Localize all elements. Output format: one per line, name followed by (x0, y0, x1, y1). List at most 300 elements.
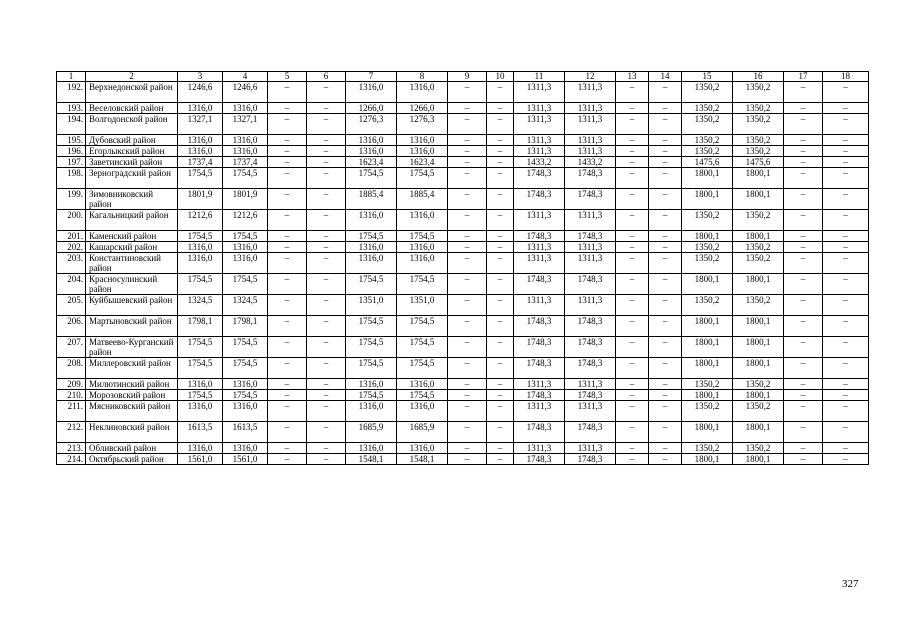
table-row (57, 337, 869, 358)
value-cell-col-9: – (448, 114, 487, 135)
value-cell-col-11: 1748,3 (514, 337, 565, 358)
value-cell-col-12: 1311,3 (565, 401, 616, 422)
table-row (57, 135, 869, 146)
district-name: Куйбышевский район (86, 295, 178, 316)
value-cell-col-15: 1350,2 (682, 295, 733, 316)
value-cell-col-17: – (784, 146, 823, 157)
value-cell-col-11: 1311,3 (514, 295, 565, 316)
row-number: 209. (57, 379, 86, 390)
value-cell-col-15: 1350,2 (682, 103, 733, 114)
value-cell-col-17: – (784, 135, 823, 146)
value-cell-col-15: 1800,1 (682, 274, 733, 295)
value-cell-col-8: 1266,0 (397, 103, 448, 114)
value-cell-col-3: 1754,5 (178, 231, 223, 242)
value-cell-col-13: – (616, 146, 649, 157)
value-cell-col-5: – (268, 103, 307, 114)
value-cell-col-4: 1316,0 (223, 401, 268, 422)
value-cell-col-12: 1311,3 (565, 242, 616, 253)
value-cell-col-13: – (616, 337, 649, 358)
column-header-1: 1 (57, 72, 86, 82)
value-cell-col-17: – (784, 253, 823, 274)
value-cell-col-16: 1475,6 (733, 157, 784, 168)
value-cell-col-5: – (268, 231, 307, 242)
value-cell-col-7: 1623,4 (346, 157, 397, 168)
value-cell-col-9: – (448, 337, 487, 358)
value-cell-col-18: – (823, 135, 869, 146)
value-cell-col-15: 1350,2 (682, 135, 733, 146)
value-cell-col-10: – (487, 114, 514, 135)
value-cell-col-11: 1748,3 (514, 454, 565, 465)
value-cell-col-7: 1754,5 (346, 231, 397, 242)
value-cell-col-15: 1800,1 (682, 231, 733, 242)
district-name: Зимовниковский район (86, 189, 178, 210)
tariff-table-container (56, 71, 868, 465)
value-cell-col-13: – (616, 135, 649, 146)
value-cell-col-3: 1798,1 (178, 316, 223, 337)
value-cell-col-12: 1311,3 (565, 135, 616, 146)
value-cell-col-15: 1350,2 (682, 379, 733, 390)
value-cell-col-3: 1316,0 (178, 135, 223, 146)
table-row (57, 443, 869, 454)
value-cell-col-8: 1316,0 (397, 379, 448, 390)
value-cell-col-17: – (784, 401, 823, 422)
value-cell-col-13: – (616, 231, 649, 242)
table-row (57, 316, 869, 337)
value-cell-col-15: 1350,2 (682, 242, 733, 253)
value-cell-col-8: 1623,4 (397, 157, 448, 168)
value-cell-col-11: 1748,3 (514, 168, 565, 189)
row-number: 192. (57, 82, 86, 103)
district-name: Веселовский район (86, 103, 178, 114)
table-row (57, 146, 869, 157)
value-cell-col-14: – (649, 422, 682, 443)
value-cell-col-9: – (448, 253, 487, 274)
table-row (57, 82, 869, 103)
value-cell-col-7: 1316,0 (346, 82, 397, 103)
value-cell-col-14: – (649, 146, 682, 157)
value-cell-col-10: – (487, 82, 514, 103)
value-cell-col-8: 1316,0 (397, 210, 448, 231)
value-cell-col-7: 1754,5 (346, 337, 397, 358)
value-cell-col-13: – (616, 401, 649, 422)
row-number: 205. (57, 295, 86, 316)
row-number: 199. (57, 189, 86, 210)
row-number: 193. (57, 103, 86, 114)
value-cell-col-15: 1350,2 (682, 443, 733, 454)
value-cell-col-4: 1754,5 (223, 168, 268, 189)
column-header-5: 5 (268, 72, 307, 82)
row-number: 195. (57, 135, 86, 146)
value-cell-col-14: – (649, 114, 682, 135)
district-name: Заветинский район (86, 157, 178, 168)
value-cell-col-10: – (487, 358, 514, 379)
value-cell-col-18: – (823, 379, 869, 390)
value-cell-col-5: – (268, 274, 307, 295)
value-cell-col-18: – (823, 274, 869, 295)
table-row (57, 379, 869, 390)
district-name: Красносулинский район (86, 274, 178, 295)
value-cell-col-5: – (268, 337, 307, 358)
value-cell-col-5: – (268, 114, 307, 135)
value-cell-col-16: 1800,1 (733, 274, 784, 295)
district-name: Дубовский район (86, 135, 178, 146)
value-cell-col-7: 1316,0 (346, 253, 397, 274)
value-cell-col-18: – (823, 146, 869, 157)
value-cell-col-18: – (823, 316, 869, 337)
value-cell-col-15: 1800,1 (682, 454, 733, 465)
value-cell-col-13: – (616, 422, 649, 443)
value-cell-col-16: 1350,2 (733, 103, 784, 114)
column-header-4: 4 (223, 72, 268, 82)
value-cell-col-6: – (307, 401, 346, 422)
value-cell-col-10: – (487, 103, 514, 114)
value-cell-col-10: – (487, 210, 514, 231)
value-cell-col-3: 1212,6 (178, 210, 223, 231)
value-cell-col-14: – (649, 210, 682, 231)
value-cell-col-9: – (448, 274, 487, 295)
value-cell-col-11: 1748,3 (514, 274, 565, 295)
value-cell-col-10: – (487, 379, 514, 390)
value-cell-col-6: – (307, 454, 346, 465)
value-cell-col-15: 1350,2 (682, 210, 733, 231)
value-cell-col-15: 1350,2 (682, 82, 733, 103)
value-cell-col-15: 1350,2 (682, 253, 733, 274)
value-cell-col-12: 1748,3 (565, 422, 616, 443)
row-number: 214. (57, 454, 86, 465)
value-cell-col-6: – (307, 316, 346, 337)
value-cell-col-11: 1311,3 (514, 401, 565, 422)
value-cell-col-6: – (307, 82, 346, 103)
value-cell-col-4: 1316,0 (223, 253, 268, 274)
row-number: 211. (57, 401, 86, 422)
value-cell-col-4: 1754,5 (223, 358, 268, 379)
value-cell-col-7: 1316,0 (346, 379, 397, 390)
district-name: Константиновский район (86, 253, 178, 274)
value-cell-col-7: 1266,0 (346, 103, 397, 114)
value-cell-col-17: – (784, 210, 823, 231)
value-cell-col-17: – (784, 242, 823, 253)
district-name: Зерноградский район (86, 168, 178, 189)
value-cell-col-6: – (307, 422, 346, 443)
row-number: 208. (57, 358, 86, 379)
value-cell-col-18: – (823, 390, 869, 401)
district-name: Верхнедонской район (86, 82, 178, 103)
value-cell-col-6: – (307, 295, 346, 316)
table-row (57, 454, 869, 465)
value-cell-col-8: 1316,0 (397, 253, 448, 274)
value-cell-col-17: – (784, 443, 823, 454)
value-cell-col-15: 1800,1 (682, 337, 733, 358)
value-cell-col-17: – (784, 454, 823, 465)
value-cell-col-10: – (487, 253, 514, 274)
value-cell-col-9: – (448, 103, 487, 114)
district-name: Мартыновский район (86, 316, 178, 337)
value-cell-col-5: – (268, 210, 307, 231)
value-cell-col-5: – (268, 253, 307, 274)
value-cell-col-9: – (448, 316, 487, 337)
value-cell-col-15: 1350,2 (682, 146, 733, 157)
value-cell-col-9: – (448, 454, 487, 465)
value-cell-col-4: 1754,5 (223, 390, 268, 401)
value-cell-col-16: 1350,2 (733, 443, 784, 454)
row-number: 212. (57, 422, 86, 443)
value-cell-col-4: 1246,6 (223, 82, 268, 103)
value-cell-col-9: – (448, 422, 487, 443)
value-cell-col-8: 1754,5 (397, 358, 448, 379)
value-cell-col-9: – (448, 231, 487, 242)
value-cell-col-18: – (823, 295, 869, 316)
value-cell-col-12: 1748,3 (565, 231, 616, 242)
column-header-9: 9 (448, 72, 487, 82)
value-cell-col-16: 1350,2 (733, 295, 784, 316)
value-cell-col-13: – (616, 295, 649, 316)
value-cell-col-10: – (487, 401, 514, 422)
value-cell-col-7: 1351,0 (346, 295, 397, 316)
value-cell-col-16: 1350,2 (733, 379, 784, 390)
value-cell-col-12: 1748,3 (565, 390, 616, 401)
value-cell-col-18: – (823, 443, 869, 454)
value-cell-col-8: 1351,0 (397, 295, 448, 316)
column-header-10: 10 (487, 72, 514, 82)
value-cell-col-16: 1350,2 (733, 146, 784, 157)
row-number: 210. (57, 390, 86, 401)
value-cell-col-7: 1316,0 (346, 146, 397, 157)
value-cell-col-6: – (307, 157, 346, 168)
value-cell-col-5: – (268, 157, 307, 168)
value-cell-col-8: 1316,0 (397, 135, 448, 146)
value-cell-col-12: 1311,3 (565, 103, 616, 114)
value-cell-col-3: 1316,0 (178, 443, 223, 454)
value-cell-col-5: – (268, 189, 307, 210)
value-cell-col-3: 1324,5 (178, 295, 223, 316)
value-cell-col-5: – (268, 316, 307, 337)
value-cell-col-3: 1316,0 (178, 379, 223, 390)
value-cell-col-4: 1801,9 (223, 189, 268, 210)
value-cell-col-14: – (649, 379, 682, 390)
value-cell-col-6: – (307, 168, 346, 189)
value-cell-col-8: 1316,0 (397, 146, 448, 157)
value-cell-col-7: 1754,5 (346, 316, 397, 337)
value-cell-col-18: – (823, 114, 869, 135)
value-cell-col-7: 1885,4 (346, 189, 397, 210)
value-cell-col-16: 1800,1 (733, 316, 784, 337)
value-cell-col-15: 1800,1 (682, 422, 733, 443)
value-cell-col-9: – (448, 443, 487, 454)
value-cell-col-12: 1311,3 (565, 114, 616, 135)
value-cell-col-14: – (649, 82, 682, 103)
value-cell-col-15: 1800,1 (682, 189, 733, 210)
value-cell-col-6: – (307, 443, 346, 454)
value-cell-col-14: – (649, 390, 682, 401)
value-cell-col-18: – (823, 168, 869, 189)
value-cell-col-6: – (307, 135, 346, 146)
value-cell-col-3: 1613,5 (178, 422, 223, 443)
value-cell-col-14: – (649, 316, 682, 337)
value-cell-col-3: 1246,6 (178, 82, 223, 103)
value-cell-col-5: – (268, 390, 307, 401)
value-cell-col-10: – (487, 146, 514, 157)
district-name: Егорлыкский район (86, 146, 178, 157)
value-cell-col-12: 1311,3 (565, 253, 616, 274)
column-number-header-row (57, 72, 869, 82)
value-cell-col-11: 1311,3 (514, 114, 565, 135)
value-cell-col-9: – (448, 189, 487, 210)
value-cell-col-10: – (487, 242, 514, 253)
table-row (57, 401, 869, 422)
table-row (57, 189, 869, 210)
column-header-17: 17 (784, 72, 823, 82)
row-number: 207. (57, 337, 86, 358)
value-cell-col-5: – (268, 146, 307, 157)
district-name: Каменский район (86, 231, 178, 242)
value-cell-col-10: – (487, 274, 514, 295)
value-cell-col-6: – (307, 242, 346, 253)
value-cell-col-14: – (649, 157, 682, 168)
column-header-6: 6 (307, 72, 346, 82)
value-cell-col-16: 1800,1 (733, 189, 784, 210)
value-cell-col-6: – (307, 189, 346, 210)
value-cell-col-4: 1327,1 (223, 114, 268, 135)
row-number: 204. (57, 274, 86, 295)
table-row (57, 231, 869, 242)
value-cell-col-13: – (616, 253, 649, 274)
column-header-12: 12 (565, 72, 616, 82)
value-cell-col-13: – (616, 168, 649, 189)
column-header-14: 14 (649, 72, 682, 82)
value-cell-col-16: 1800,1 (733, 231, 784, 242)
value-cell-col-4: 1613,5 (223, 422, 268, 443)
value-cell-col-8: 1316,0 (397, 82, 448, 103)
value-cell-col-12: 1748,3 (565, 316, 616, 337)
value-cell-col-4: 1754,5 (223, 274, 268, 295)
value-cell-col-4: 1316,0 (223, 146, 268, 157)
value-cell-col-16: 1800,1 (733, 454, 784, 465)
value-cell-col-10: – (487, 337, 514, 358)
value-cell-col-3: 1754,5 (178, 390, 223, 401)
table-row (57, 210, 869, 231)
district-name: Кашарский район (86, 242, 178, 253)
value-cell-col-16: 1350,2 (733, 401, 784, 422)
district-name: Мясниковский район (86, 401, 178, 422)
value-cell-col-4: 1737,4 (223, 157, 268, 168)
value-cell-col-13: – (616, 103, 649, 114)
value-cell-col-3: 1316,0 (178, 146, 223, 157)
value-cell-col-10: – (487, 443, 514, 454)
value-cell-col-12: 1311,3 (565, 443, 616, 454)
value-cell-col-4: 1754,5 (223, 337, 268, 358)
value-cell-col-9: – (448, 135, 487, 146)
value-cell-col-16: 1800,1 (733, 168, 784, 189)
value-cell-col-11: 1311,3 (514, 253, 565, 274)
value-cell-col-9: – (448, 82, 487, 103)
district-name: Матвеево-Курганский район (86, 337, 178, 358)
value-cell-col-3: 1561,0 (178, 454, 223, 465)
value-cell-col-17: – (784, 231, 823, 242)
value-cell-col-6: – (307, 390, 346, 401)
district-name: Волгодонской район (86, 114, 178, 135)
value-cell-col-7: 1754,5 (346, 168, 397, 189)
value-cell-col-12: 1311,3 (565, 210, 616, 231)
value-cell-col-4: 1212,6 (223, 210, 268, 231)
value-cell-col-6: – (307, 379, 346, 390)
value-cell-col-10: – (487, 189, 514, 210)
value-cell-col-13: – (616, 454, 649, 465)
value-cell-col-6: – (307, 274, 346, 295)
value-cell-col-6: – (307, 358, 346, 379)
value-cell-col-10: – (487, 135, 514, 146)
value-cell-col-12: 1748,3 (565, 274, 616, 295)
value-cell-col-9: – (448, 157, 487, 168)
value-cell-col-6: – (307, 231, 346, 242)
value-cell-col-18: – (823, 242, 869, 253)
value-cell-col-5: – (268, 443, 307, 454)
page-number: 327 (842, 578, 859, 590)
column-header-7: 7 (346, 72, 397, 82)
district-name: Милютинский район (86, 379, 178, 390)
district-name: Октябрьский район (86, 454, 178, 465)
value-cell-col-3: 1754,5 (178, 274, 223, 295)
value-cell-col-4: 1316,0 (223, 103, 268, 114)
row-number: 213. (57, 443, 86, 454)
column-header-11: 11 (514, 72, 565, 82)
value-cell-col-13: – (616, 316, 649, 337)
column-header-13: 13 (616, 72, 649, 82)
value-cell-col-8: 1754,5 (397, 390, 448, 401)
value-cell-col-13: – (616, 443, 649, 454)
value-cell-col-11: 1748,3 (514, 231, 565, 242)
value-cell-col-12: 1311,3 (565, 295, 616, 316)
value-cell-col-9: – (448, 358, 487, 379)
table-body (57, 82, 869, 465)
district-name: Морозовский район (86, 390, 178, 401)
table-row (57, 295, 869, 316)
value-cell-col-4: 1316,0 (223, 135, 268, 146)
value-cell-col-16: 1350,2 (733, 114, 784, 135)
value-cell-col-13: – (616, 242, 649, 253)
column-header-2: 2 (86, 72, 178, 82)
value-cell-col-14: – (649, 443, 682, 454)
value-cell-col-17: – (784, 168, 823, 189)
value-cell-col-14: – (649, 274, 682, 295)
value-cell-col-9: – (448, 379, 487, 390)
value-cell-col-10: – (487, 422, 514, 443)
table-row (57, 422, 869, 443)
value-cell-col-3: 1327,1 (178, 114, 223, 135)
value-cell-col-9: – (448, 210, 487, 231)
value-cell-col-12: 1748,3 (565, 189, 616, 210)
value-cell-col-18: – (823, 231, 869, 242)
value-cell-col-5: – (268, 135, 307, 146)
value-cell-col-12: 1748,3 (565, 454, 616, 465)
value-cell-col-14: – (649, 189, 682, 210)
value-cell-col-12: 1748,3 (565, 337, 616, 358)
row-number: 200. (57, 210, 86, 231)
value-cell-col-7: 1316,0 (346, 135, 397, 146)
column-header-16: 16 (733, 72, 784, 82)
value-cell-col-14: – (649, 168, 682, 189)
value-cell-col-12: 1311,3 (565, 379, 616, 390)
value-cell-col-18: – (823, 401, 869, 422)
value-cell-col-13: – (616, 82, 649, 103)
value-cell-col-16: 1350,2 (733, 242, 784, 253)
value-cell-col-14: – (649, 135, 682, 146)
value-cell-col-7: 1548,1 (346, 454, 397, 465)
value-cell-col-16: 1800,1 (733, 358, 784, 379)
value-cell-col-17: – (784, 422, 823, 443)
row-number: 206. (57, 316, 86, 337)
tariff-table (56, 71, 869, 465)
value-cell-col-18: – (823, 210, 869, 231)
